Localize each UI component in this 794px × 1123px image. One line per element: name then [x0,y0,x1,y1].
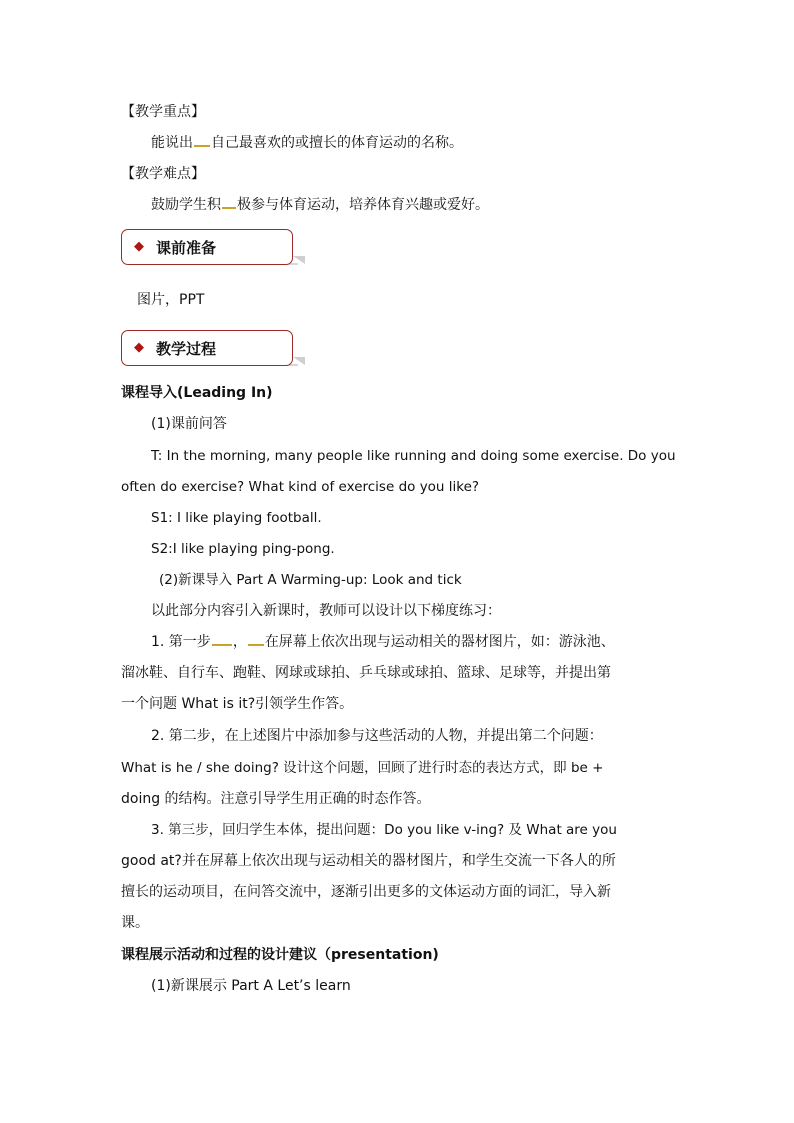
paragraph2-line3: doing 的结构。注意引导学生用正确的时态作答。 [121,791,431,807]
key-point-heading: 【教学重点】 [121,104,205,120]
paragraph3-line4: 课。 [121,915,149,931]
difficult-text-b: 极参与体育运动，培养体育兴趣或爱好。 [237,197,489,213]
preparation-content: 图片，PPT [137,292,205,308]
key-point-text-a: 能说出 [151,135,193,151]
p1-text-b: ， [232,634,247,650]
presentation-heading: 课程展示活动和过程的设计建议（presentation) [121,947,439,963]
teacher-line-2: often do exercise? What kind of exercise do you like? [121,479,480,495]
paragraph3-line3: 擅长的运动项目，在问答交流中，逐渐引出更多的文体运动方面的词汇，导入新 [121,884,611,900]
paragraph1-line2: 溜冰鞋、自行车、跑鞋、网球或球拍、乒乓球或球拍、篮球、足球等，并提出第 [121,665,611,681]
paragraph1-line3: 一个问题 What is it?引领学生作答。 [121,696,354,712]
teacher-line-1: T: In the morning, many people like running and doing some exercise. Do you [151,448,676,464]
box-shadow-corner [293,357,305,365]
section-box-title: 教学过程 [156,340,217,358]
student2-line: S2:I like playing ping-pong. [151,541,335,557]
paragraph3-line1: 3. 第三步，回归学生本体，提出问题：Do you like v-ing? 及 What are you [151,822,617,838]
underline-mark [212,634,232,646]
difficult-text-a: 鼓励学生积 [151,197,221,213]
section-box-preparation [121,229,293,265]
underline-mark [222,197,236,209]
student1-line: S1: I like playing football. [151,510,322,526]
step1-label: (1)课前问答 [151,416,227,432]
paragraph2-line2: What is he / she doing? 设计这个问题，回顾了进行时态的表达方式，即 be + [121,760,604,776]
leading-in-heading: 课程导入(Leading In) [121,385,273,401]
underline-mark [248,634,264,646]
section-box-process [121,330,293,366]
key-point-text-b: 自己最喜欢的或擅长的体育运动的名称。 [211,135,463,151]
key-point-text [151,133,463,153]
difficult-point-heading: 【教学难点】 [121,166,205,182]
diamond-icon: ◆ [134,239,144,254]
difficult-point-text [151,195,489,215]
presentation-step1: (1)新课展示 Part A Let’s learn [151,978,351,994]
paragraph2-line1: 2. 第二步，在上述图片中添加参与这些活动的人物，并提出第二个问题： [151,728,603,744]
diamond-icon: ◆ [134,340,144,355]
paragraph3-line2: good at?并在屏幕上依次出现与运动相关的器材图片，和学生交流一下各人的所 [121,853,616,869]
section-box-title: 课前准备 [156,239,217,257]
underline-mark [194,135,210,147]
box-shadow-corner [293,256,305,264]
p1-text-c: 在屏幕上依次出现与运动相关的器材图片，如：游泳池、 [264,634,615,650]
paragraph1-line1 [151,632,615,652]
step2-label: (2)新课导入 Part A Warming-up: Look and tick [159,572,462,588]
p1-text-a: 1. 第一步 [151,634,211,650]
intro-line: 以此部分内容引入新课时，教师可以设计以下梯度练习： [151,603,501,619]
